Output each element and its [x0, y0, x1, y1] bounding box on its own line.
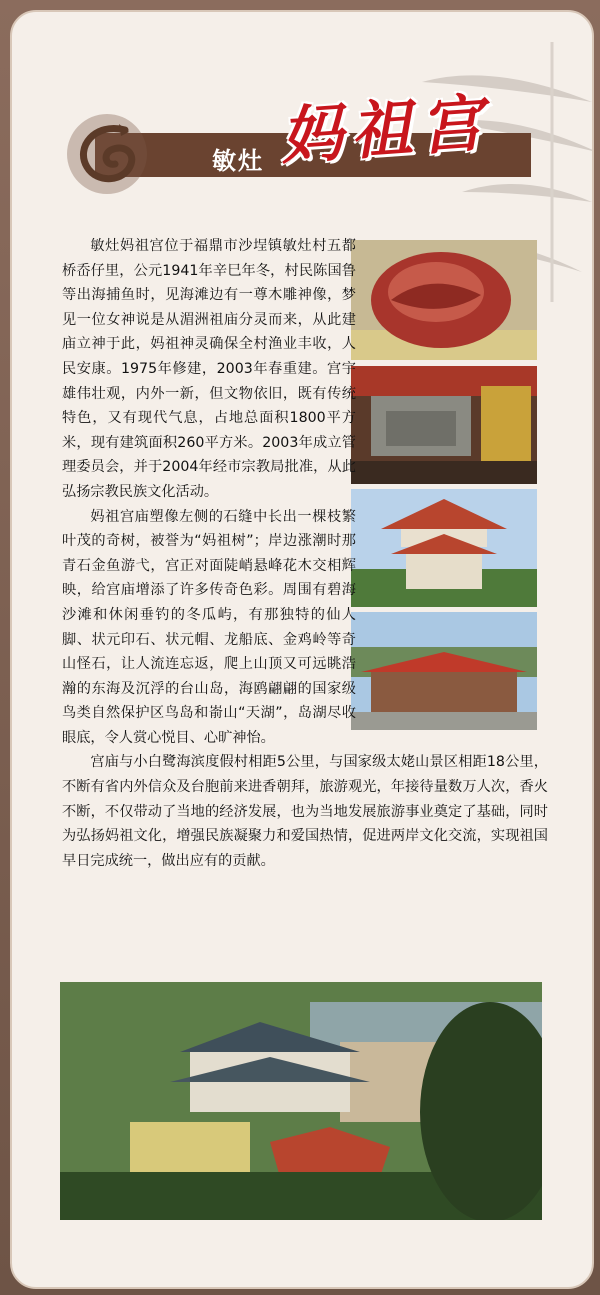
subtitle: 敏灶: [212, 147, 264, 175]
paragraph-2: 妈祖宫庙塑像左侧的石缝中长出一棵枝繁叶茂的奇树，被誉为“妈祖树”；岸边涨潮时那青石金鱼游弋，宫正对面陡峭悬峰花木交相辉映，给宫庙增添了许多传奇色彩。周围有碧海沙滩和休闲垂钓的冬瓜屿，有那独特的仙人脚、状元印石、状元帽、龙船底、金鸡岭等奇山怪石，让人流连忘返，爬上山顶又可远眺浩瀚的东海及沉浮的台山岛，海鸥翩翩的国家级鸟类自然保护区鸟岛和嵛山“天湖”，岛湖尽收眼底，令人赏心悦目、心旷神怡。: [62, 508, 356, 746]
main-title: 妈祖宫: [278, 85, 493, 174]
article-body: [62, 234, 548, 873]
paragraph-3: 宫庙与小白鹭海滨度假村相距5公里，与国家级太姥山景区相距18公里，不断有省内外信众及台胞前来进香朝拜，旅游观光，年接待量数万人次，香火不断，不仅带动了当地的经济发展，也为当地发展旅游事业奠定了基础，同时为弘扬妈祖文化，增强民族凝聚力和爱国热情，促进两岸文化交流，实现祖国早日完成统一，做出应有的贡献。: [62, 754, 548, 869]
paragraph-1: 敏灶妈祖宫位于福鼎市沙埕镇敏灶村五都桥岙仔里，公元1941年辛巳年冬，村民陈国鲁等出海捕鱼时，见海滩边有一尊木雕神像，梦见一位女神说是从湄洲祖庙分灵而来，从此建庙立神于此，妈祖神灵确保全村渔业丰收，人民安康。1975年修建，2003年春重建。宫宇雄伟壮观，内外一新，但文物依旧，既有传统特色，又有现代气息，占地总面积1800平方米，现有建筑面积260平方米。2003年成立管理委员会，并于2004年经市宗教局批准，从此弘扬宗教民族文化活动。: [62, 238, 356, 500]
photo-float-spacer: [356, 234, 548, 734]
dragon-emblem-icon: [65, 112, 149, 196]
temple-hillside-photo: [60, 982, 542, 1220]
